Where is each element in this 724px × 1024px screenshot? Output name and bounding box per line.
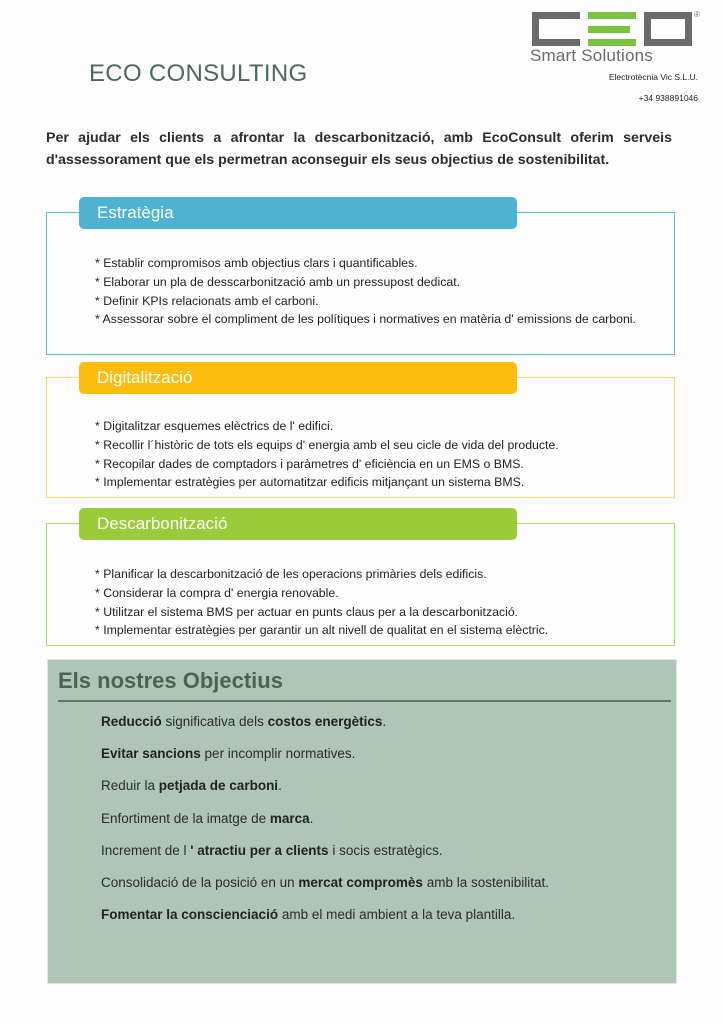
objective-text: Enfortiment de la imatge de [101,810,270,826]
registered-mark: ® [694,10,700,19]
logo-letter-e [588,12,636,46]
phone-number: +34 938891046 [638,93,698,103]
objective-text: . [309,810,314,826]
digitalitzacio-list [95,417,655,492]
objective-text: Consolidació de la posició en un [101,874,299,890]
list-item: * Definir KPIs relacionats amb el carboni. [95,293,319,308]
objective-item [101,905,549,937]
ceo-logo [530,12,700,102]
objective-item [101,776,549,808]
objective-item [101,841,549,873]
list-item: * Planificar la descarbonització de les operacions primàries dels edificis. [95,567,487,581]
objective-text: . [382,714,387,729]
objectives-title: Els nostres Objectius [58,668,283,693]
company-name: Electrotècnia Vic S.L.U. [608,72,698,82]
objective-emphasis: Evitar sancions [101,746,201,762]
objective-emphasis: costos energètics [267,714,383,729]
section-header-estrategia: Estratègia [79,197,517,229]
list-item: * Recollir l´històric de tots els equips d' energia amb el seu cicle de vida del producte. [95,437,559,452]
objective-emphasis: petjada de carboni [158,778,279,794]
objective-item [101,873,549,905]
objective-item [101,809,549,841]
objective-item [101,744,549,776]
intro-paragraph: Per ajudar els clients a afrontar la descarbonització, amb EcoConsult oferim serveis d'assessorament que els permetran aconseguir els seus objectius de sostenibilitat. [46,130,672,168]
objective-text: amb el medi ambient a la teva plantilla. [278,907,516,923]
objective-text: Reduir la [101,778,159,794]
section-header-descarbonitzacio: Descarbonització [79,508,517,540]
objective-text: Increment de l [101,842,191,858]
objectives-divider [58,700,671,702]
list-item: * Utilitzar el sistema BMS per actuar en punts claus per a la descarbonització. [95,604,519,619]
objective-text: amb la sostenibilitat. [422,874,550,890]
list-item: * Implementar estratègies per automatitzar edificis mitjançant un sistema BMS. [95,475,525,490]
objective-emphasis: ' atractiu per a clients [190,842,329,858]
list-item: * Recopilar dades de comptadors i paràmetres d' eficiència en un EMS o BMS. [95,456,524,471]
logo-letter-c [532,12,580,46]
list-item: * Assessorar sobre el compliment de les polítiques i normatives en matèria d' emissions de carboni. [95,312,636,327]
logo-letter-o [644,12,692,46]
list-item: * Digitalitzar esquemes elèctrics de l' edifici. [95,419,334,433]
objective-emphasis: mercat compromès [298,874,423,890]
descarbonitzacio-list [95,565,655,640]
objective-item [101,712,549,744]
list-item: * Establir compromisos amb objectius clars i quantificables. [95,256,418,270]
estrategia-list [95,254,655,329]
logo-mark [530,12,700,48]
objective-emphasis: Fomentar la conscienciació [101,907,279,923]
objective-text: significativa dels [161,714,268,729]
section-header-digitalitzacio: Digitalització [79,362,517,394]
objectives-panel [47,659,677,984]
page-title: ECO CONSULTING [89,60,308,87]
objective-emphasis: marca [269,810,310,826]
list-item: * Elaborar un pla de desscarbonització amb un pressupost dedicat. [95,274,461,289]
objective-emphasis: Reducció [101,714,162,729]
objectives-list [101,712,549,937]
logo-tagline: Smart Solutions [530,46,653,65]
objective-text: per incomplir normatives. [200,746,356,762]
objective-text: i socis estratègics. [328,842,443,858]
objective-text: . [278,778,282,794]
list-item: * Implementar estratègies per garantir un alt nivell de qualitat en el sistema elèctric. [95,623,549,638]
list-item: * Considerar la compra d' energia renovable. [95,585,339,600]
